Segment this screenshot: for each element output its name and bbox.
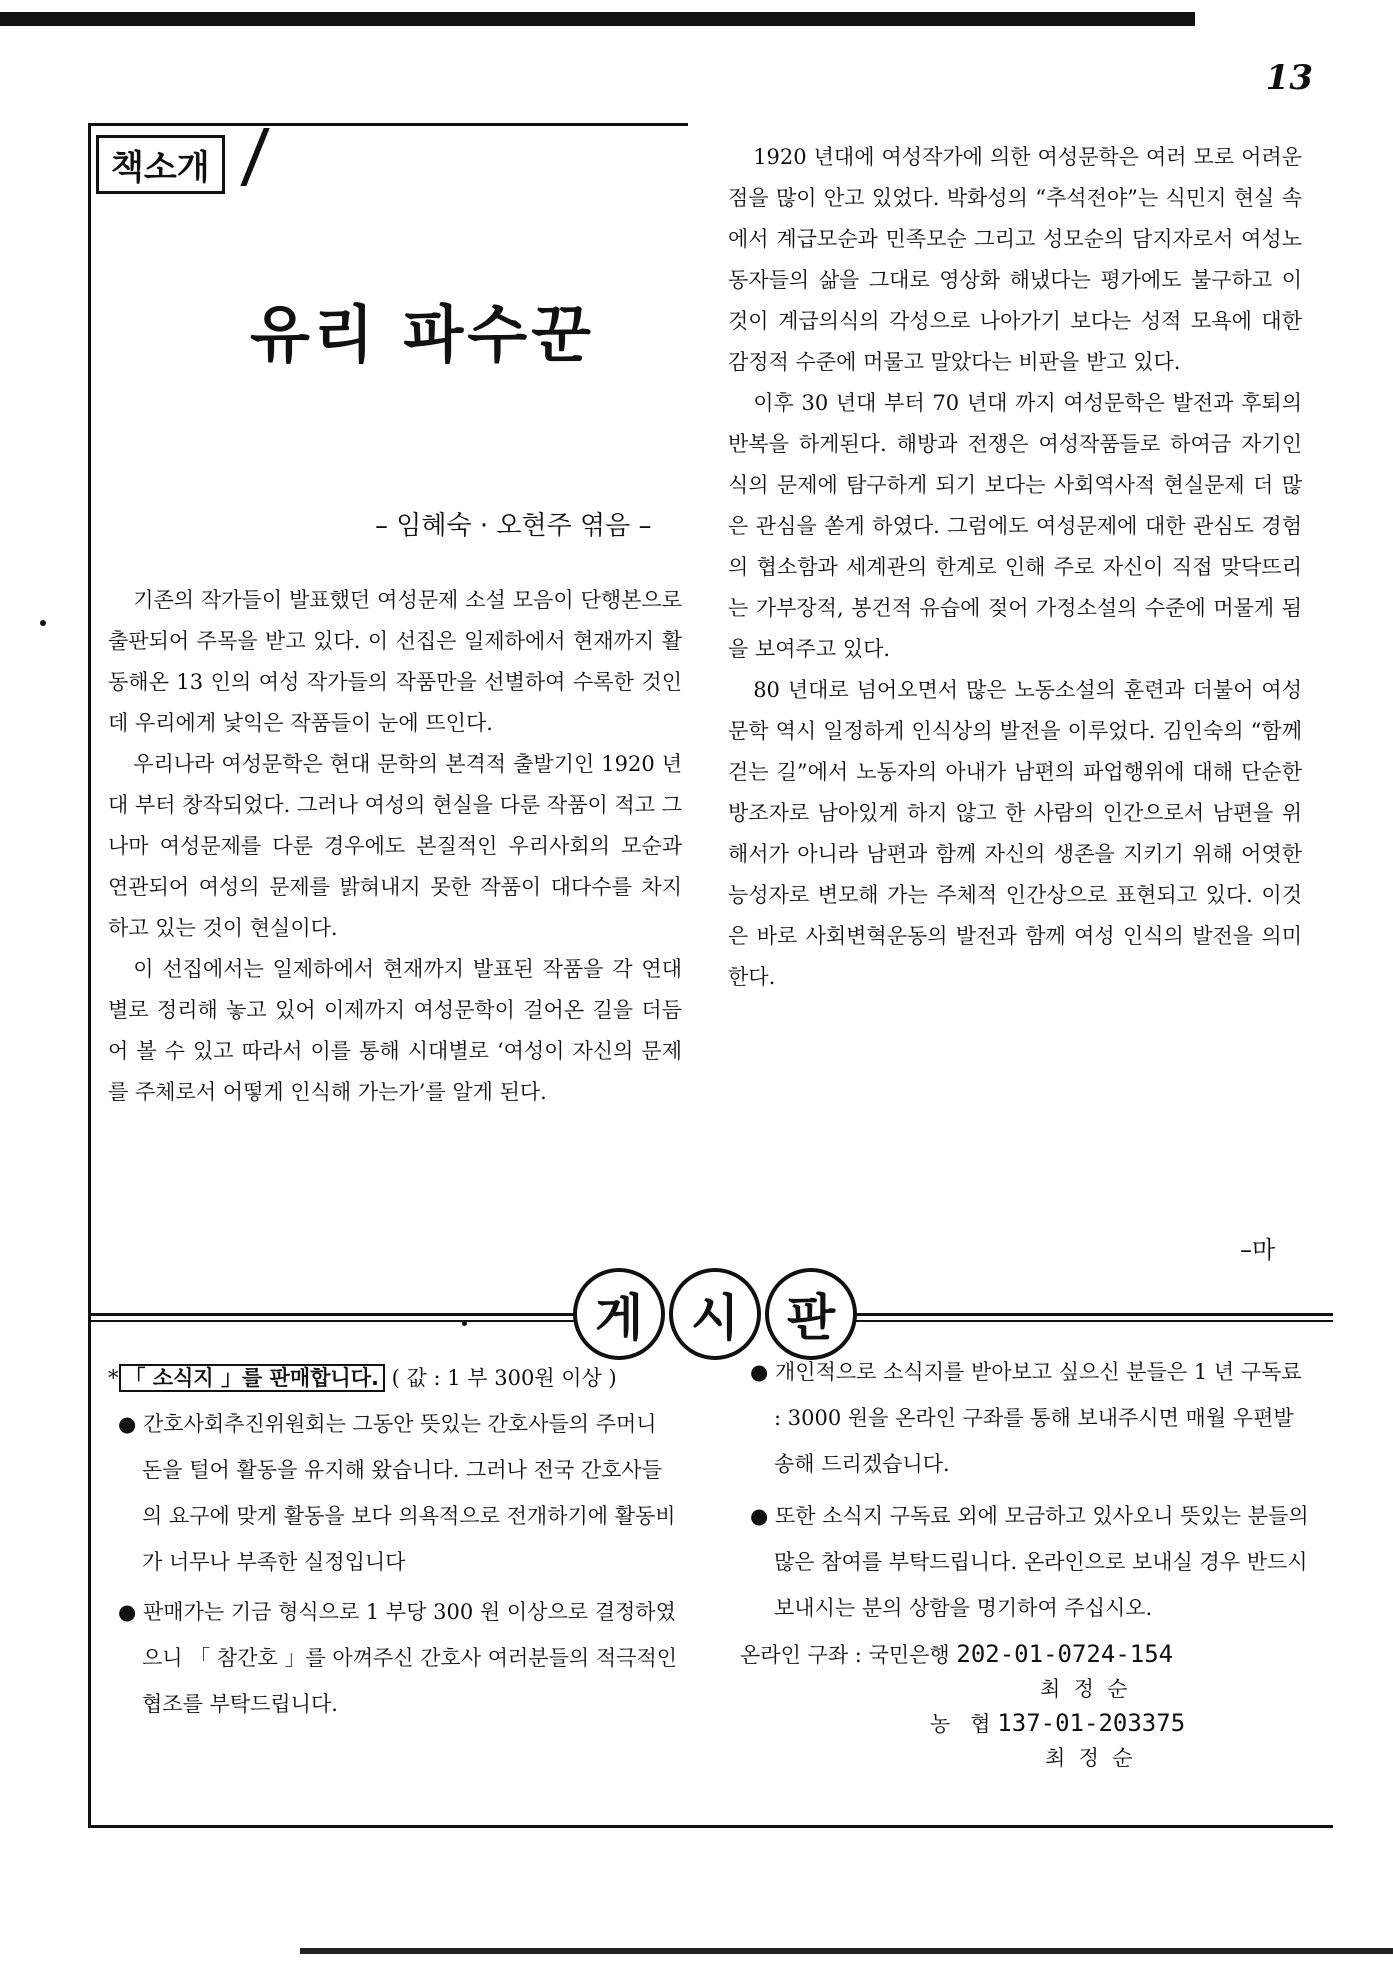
bottom-border-bar [300,1948,1393,1954]
account-label: 온라인 구좌 : 국민은행 [740,1643,950,1667]
review-signature: –마 [1240,1236,1276,1264]
notice-item-text: 간호사회추진위원회는 그동안 뜻있는 간호사들의 주머니 돈을 털어 활동을 유지해 왔습니다. 그러나 전국 간호사들의 요구에 맞게 활동을 보다 의욕적으로 전개하기에 활동비가 너무나 부족한 실정입니다 [142,1412,676,1574]
review-paragraph: 이 선집에서는 일제하에서 현재까지 발표된 작품을 각 연대 별로 정리해 놓고 있어 이제까지 여성문학이 걸어온 길을 더듬어 볼 수 있고 따라서 이를 통해 시대별로 ‘여성이 자신의 문제를 주체로서 어떻게 인식해 가는가’를 알게 된다. [108,957,682,1104]
notice-item-text: 개인적으로 소식지를 받아보고 싶으신 분들은 1 년 구독료 : 3000 원을 온라인 구좌를 통해 보내주시면 매월 우편발송해 드리겠습니다. [774,1360,1302,1476]
scan-speck [462,1321,467,1326]
account-number-1: 202-01-0724-154 [956,1640,1174,1668]
account-bank-2: 농 협 [930,1712,991,1736]
bullet-icon: ● [118,1412,137,1436]
book-title: 유리 파수꾼 [250,298,596,371]
notice-item [108,1401,678,1585]
book-author-line: – 임혜숙 · 오현주 엮음 – [375,511,652,541]
bulletin-rule-right [843,1313,1333,1316]
section-label: 책소개 [96,135,225,194]
bullet-icon: ● [750,1360,769,1384]
account-holder-1: 최 정 순 [1040,1677,1128,1701]
bulletin-rule-left-thin [88,1320,575,1322]
bulletin-rule-right-thin [843,1320,1333,1322]
notice-item [740,1349,1310,1487]
review-paragraph: 80 년대로 넘어오면서 많은 노동소설의 훈련과 더불어 여성문학 역시 일정하게 인식상의 발전을 이루었다. 김인숙의 “함께 걷는 길”에서 노동자의 아내가 남편의 파업행위에 대해 단순한 방조자로 남아있게 하지 않고 한 사람의 인간으로서 남편을 위해서가 아니라 남편과 함께 자신의 생존을 지키기 위해 어엿한 능성자로 변모해 가는 주체적 인간상으로 표현되고 있다. 이것은 바로 사회변혁운동의 발전과 함께 여성 인식의 발전을 의미한다. [728,678,1302,989]
review-paragraph: 1920 년대에 여성작가에 의한 여성문학은 여러 모로 어려운 점을 많이 안고 있었다. 박화성의 “추석전야”는 식민지 현실 속에서 계급모순과 민족모순 그리고 성모순의 담지자로서 여성노동자들의 삶을 그대로 영상화 해냈다는 평가에도 불구하고 이것이 계급의식의 각성으로 나아가기 보다는 성적 모욕에 대한 감정적 수준에 머물고 말았다는 비판을 받고 있다. [728,145,1302,374]
notice-item [740,1493,1310,1631]
bulletin-heading-char: 판 [765,1268,857,1360]
page-number: 13 [1265,58,1313,98]
frame-bottom-rule [88,1825,1333,1828]
section-label-slash [240,128,269,186]
frame-top-rule [88,123,688,126]
frame-left-rule [88,123,91,1828]
scan-speck [40,620,46,626]
sale-star: * [108,1366,119,1390]
account-line-2 [740,1706,1310,1741]
review-left-column [108,580,682,1113]
account-number-2: 137-01-203375 [997,1709,1186,1737]
bulletin-left-column [108,1355,678,1727]
bulletin-right-column [740,1349,1310,1775]
notice-item-text: 또한 소식지 구독료 외에 모금하고 있사오니 뜻있는 분들의 많은 참여를 부탁드립니다. 온라인으로 보내실 경우 반드시 보내시는 분의 상함을 명기하여 주십시오. [774,1504,1309,1620]
review-paragraph: 기존의 작가들이 발표했던 여성문제 소설 모음이 단행본으로 출판되어 주목을 받고 있다. 이 선집은 일제하에서 현재까지 활동해온 13 인의 여성 작가들의 작품만을 선별하여 수록한 것인데 우리에게 낯익은 작품들이 눈에 뜨인다. [108,588,682,735]
account-info [740,1637,1310,1775]
bullet-icon: ● [118,1600,137,1624]
notice-item-text: 판매가는 기금 형식으로 1 부당 300 원 이상으로 결정하였으니 「 참간호 」를 아껴주신 간호사 여러분들의 적극적인 협조를 부탁드립니다. [142,1600,678,1716]
bulletin-heading-char: 시 [669,1268,761,1360]
bulletin-rule-left [88,1313,575,1316]
sale-heading: 「 소식지 」를 판매합니다. [119,1364,385,1392]
account-line-1 [740,1637,1310,1672]
review-paragraph: 이후 30 년대 부터 70 년대 까지 여성문학은 발전과 후퇴의 반복을 하게된다. 해방과 전쟁은 여성작품들로 하여금 자기인식의 문제에 탐구하게 되기 보다는 사회역사적 현실문제 더 많은 관심을 쏟게 하였다. 그럼에도 여성문제에 대한 관심도 경험의 협소함과 세계관의 한계로 인해 주로 자신이 직접 맞닥뜨리는 가부장적, 봉건적 유습에 젖어 가정소설의 수준에 머물게 됨을 보여주고 있다. [728,391,1302,661]
sale-price: ( 값 : 1 부 300원 이상 ) [391,1366,617,1390]
review-paragraph: 우리나라 여성문학은 현대 문학의 본격적 출발기인 1920 년대 부터 창작되었다. 그러나 여성의 현실을 다룬 작품이 적고 그나마 여성문제를 다룬 경우에도 본질적인 우리사회의 모순과 연관되어 여성의 문제를 밝혀내지 못한 작품이 대다수를 차지하고 있는 것이 현실이다. [108,752,682,940]
sale-notice [108,1355,678,1401]
bulletin-heading-char: 게 [573,1268,665,1360]
notice-item [108,1589,678,1727]
top-border-bar [0,12,1195,26]
bullet-icon: ● [750,1504,769,1528]
account-holder-2: 최 정 순 [1045,1746,1133,1770]
review-right-column [728,137,1302,998]
